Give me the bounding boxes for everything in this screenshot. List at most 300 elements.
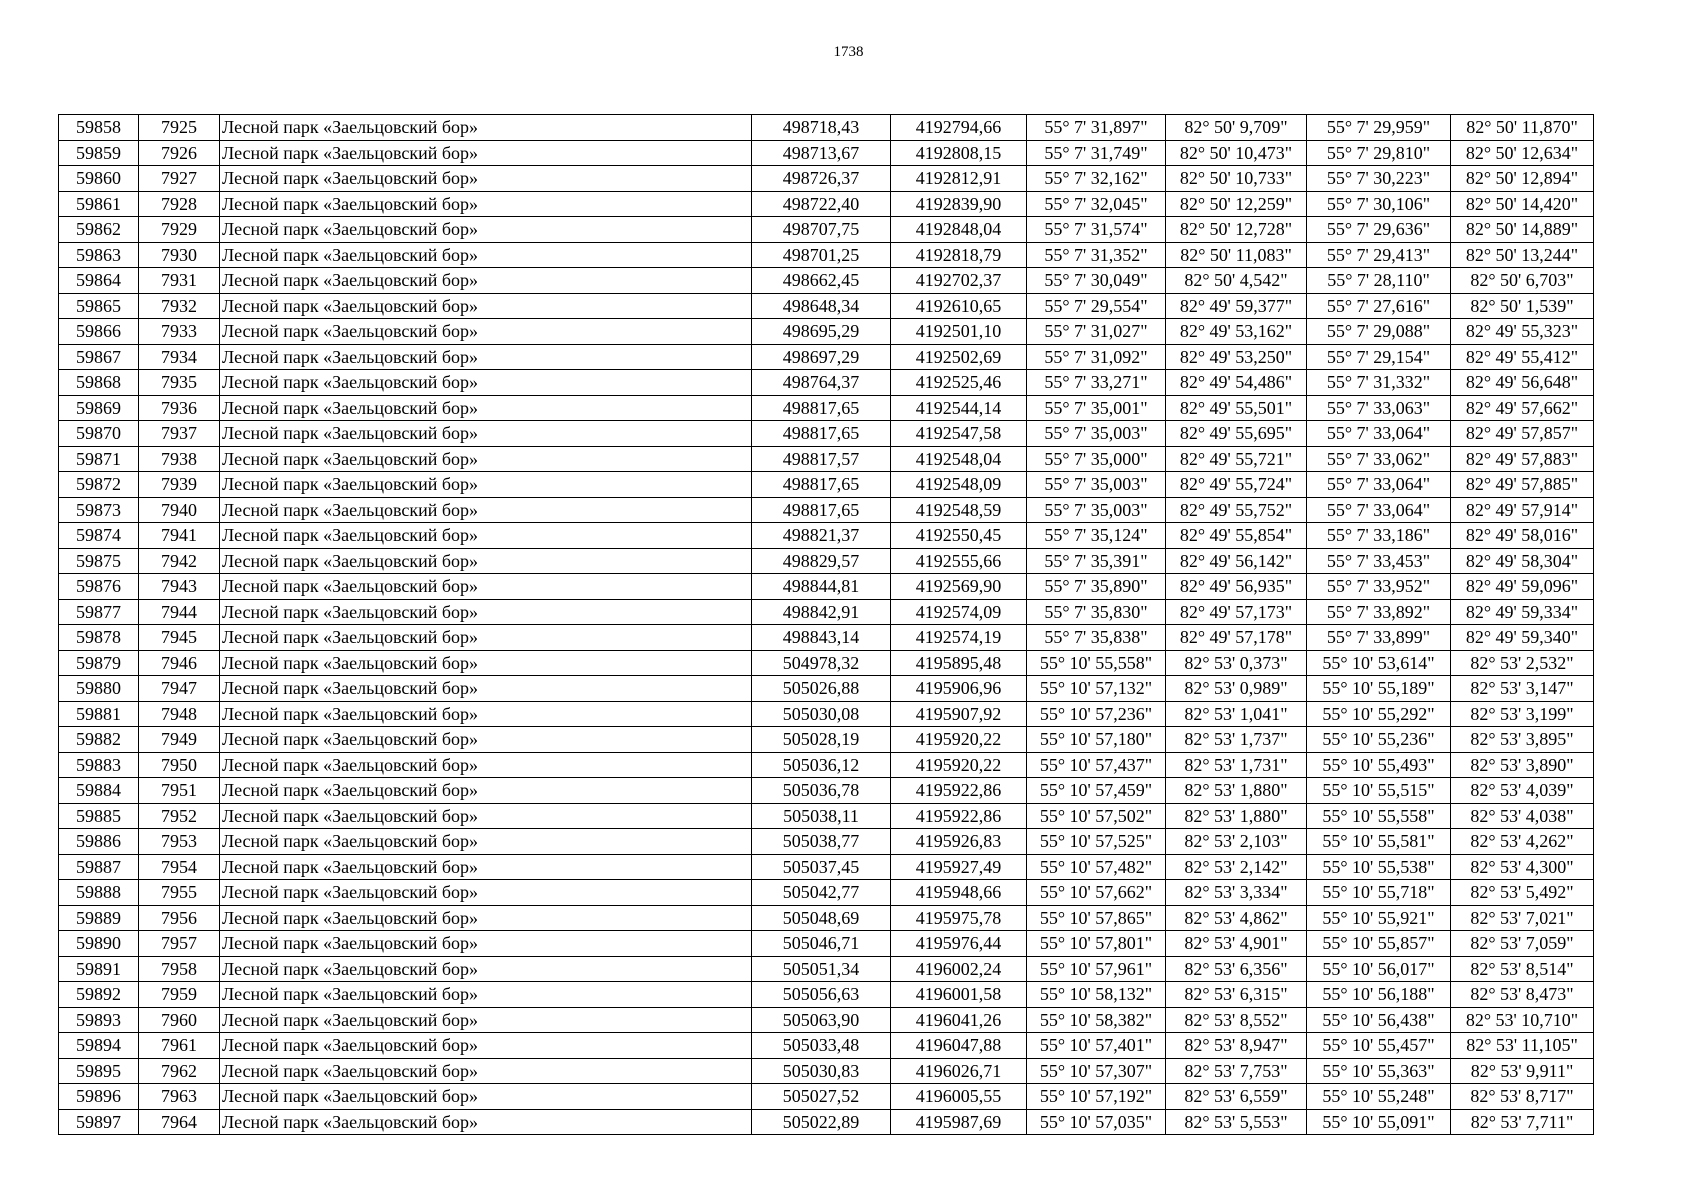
latitude-1-cell: 55° 10' 57,801" (1027, 931, 1166, 957)
row-id-cell: 59895 (59, 1058, 139, 1084)
row-id-cell: 59892 (59, 982, 139, 1008)
name-cell: Лесной парк «Заельцовский бор» (220, 421, 752, 447)
latitude-1-cell: 55° 10' 57,482" (1027, 854, 1166, 880)
x-coordinate-cell: 498844,81 (752, 574, 891, 600)
name-cell: Лесной парк «Заельцовский бор» (220, 344, 752, 370)
longitude-1-cell: 82° 53' 6,559" (1166, 1084, 1307, 1110)
longitude-2-cell: 82° 49' 58,016" (1451, 523, 1594, 549)
latitude-1-cell: 55° 10' 57,180" (1027, 727, 1166, 753)
row-id-cell: 59866 (59, 319, 139, 345)
table-row (59, 701, 1594, 727)
point-number-cell: 7939 (139, 472, 220, 498)
name-cell: Лесной парк «Заельцовский бор» (220, 676, 752, 702)
latitude-2-cell: 55° 10' 56,188" (1307, 982, 1451, 1008)
point-number-cell: 7935 (139, 370, 220, 396)
table-row (59, 803, 1594, 829)
y-coordinate-cell: 4195922,86 (891, 778, 1027, 804)
longitude-2-cell: 82° 50' 12,634" (1451, 140, 1594, 166)
table-row (59, 217, 1594, 243)
y-coordinate-cell: 4195920,22 (891, 727, 1027, 753)
name-cell: Лесной парк «Заельцовский бор» (220, 548, 752, 574)
y-coordinate-cell: 4195987,69 (891, 1109, 1027, 1135)
latitude-2-cell: 55° 7' 29,810" (1307, 140, 1451, 166)
longitude-2-cell: 82° 50' 14,420" (1451, 191, 1594, 217)
longitude-2-cell: 82° 50' 11,870" (1451, 115, 1594, 141)
name-cell: Лесной парк «Заельцовский бор» (220, 217, 752, 243)
longitude-1-cell: 82° 49' 53,250" (1166, 344, 1307, 370)
row-id-cell: 59882 (59, 727, 139, 753)
point-number-cell: 7946 (139, 650, 220, 676)
point-number-cell: 7943 (139, 574, 220, 600)
latitude-1-cell: 55° 10' 58,382" (1027, 1007, 1166, 1033)
name-cell: Лесной парк «Заельцовский бор» (220, 650, 752, 676)
row-id-cell: 59884 (59, 778, 139, 804)
table-row (59, 676, 1594, 702)
longitude-1-cell: 82° 53' 0,373" (1166, 650, 1307, 676)
y-coordinate-cell: 4192818,79 (891, 242, 1027, 268)
table-row (59, 166, 1594, 192)
point-number-cell: 7929 (139, 217, 220, 243)
table-row (59, 727, 1594, 753)
y-coordinate-cell: 4192502,69 (891, 344, 1027, 370)
row-id-cell: 59868 (59, 370, 139, 396)
name-cell: Лесной парк «Заельцовский бор» (220, 370, 752, 396)
x-coordinate-cell: 498713,67 (752, 140, 891, 166)
row-id-cell: 59881 (59, 701, 139, 727)
latitude-2-cell: 55° 10' 55,292" (1307, 701, 1451, 727)
longitude-2-cell: 82° 50' 13,244" (1451, 242, 1594, 268)
latitude-2-cell: 55° 7' 29,413" (1307, 242, 1451, 268)
row-id-cell: 59865 (59, 293, 139, 319)
table-row (59, 1007, 1594, 1033)
table-row (59, 778, 1594, 804)
x-coordinate-cell: 505033,48 (752, 1033, 891, 1059)
name-cell: Лесной парк «Заельцовский бор» (220, 956, 752, 982)
latitude-2-cell: 55° 10' 55,718" (1307, 880, 1451, 906)
y-coordinate-cell: 4195895,48 (891, 650, 1027, 676)
longitude-1-cell: 82° 53' 0,989" (1166, 676, 1307, 702)
name-cell: Лесной парк «Заельцовский бор» (220, 1084, 752, 1110)
y-coordinate-cell: 4192548,04 (891, 446, 1027, 472)
longitude-1-cell: 82° 53' 8,947" (1166, 1033, 1307, 1059)
name-cell: Лесной парк «Заельцовский бор» (220, 1109, 752, 1135)
name-cell: Лесной парк «Заельцовский бор» (220, 319, 752, 345)
table-row (59, 905, 1594, 931)
point-number-cell: 7951 (139, 778, 220, 804)
x-coordinate-cell: 504978,32 (752, 650, 891, 676)
longitude-2-cell: 82° 49' 57,885" (1451, 472, 1594, 498)
latitude-2-cell: 55° 7' 33,453" (1307, 548, 1451, 574)
table-row (59, 1109, 1594, 1135)
table-row (59, 1033, 1594, 1059)
longitude-2-cell: 82° 49' 56,648" (1451, 370, 1594, 396)
y-coordinate-cell: 4196041,26 (891, 1007, 1027, 1033)
longitude-1-cell: 82° 53' 1,880" (1166, 778, 1307, 804)
longitude-1-cell: 82° 49' 57,178" (1166, 625, 1307, 651)
row-id-cell: 59869 (59, 395, 139, 421)
latitude-2-cell: 55° 7' 30,223" (1307, 166, 1451, 192)
x-coordinate-cell: 505030,83 (752, 1058, 891, 1084)
table-row (59, 395, 1594, 421)
latitude-2-cell: 55° 10' 55,363" (1307, 1058, 1451, 1084)
y-coordinate-cell: 4192839,90 (891, 191, 1027, 217)
longitude-1-cell: 82° 53' 4,901" (1166, 931, 1307, 957)
name-cell: Лесной парк «Заельцовский бор» (220, 931, 752, 957)
x-coordinate-cell: 505051,34 (752, 956, 891, 982)
latitude-2-cell: 55° 7' 27,616" (1307, 293, 1451, 319)
row-id-cell: 59863 (59, 242, 139, 268)
row-id-cell: 59867 (59, 344, 139, 370)
x-coordinate-cell: 505038,77 (752, 829, 891, 855)
table-row (59, 854, 1594, 880)
longitude-2-cell: 82° 53' 3,890" (1451, 752, 1594, 778)
y-coordinate-cell: 4192547,58 (891, 421, 1027, 447)
latitude-1-cell: 55° 7' 33,271" (1027, 370, 1166, 396)
name-cell: Лесной парк «Заельцовский бор» (220, 905, 752, 931)
table-row (59, 242, 1594, 268)
row-id-cell: 59887 (59, 854, 139, 880)
latitude-1-cell: 55° 10' 57,035" (1027, 1109, 1166, 1135)
row-id-cell: 59862 (59, 217, 139, 243)
latitude-1-cell: 55° 10' 55,558" (1027, 650, 1166, 676)
longitude-2-cell: 82° 50' 1,539" (1451, 293, 1594, 319)
latitude-2-cell: 55° 7' 33,892" (1307, 599, 1451, 625)
latitude-2-cell: 55° 7' 31,332" (1307, 370, 1451, 396)
longitude-1-cell: 82° 50' 10,473" (1166, 140, 1307, 166)
y-coordinate-cell: 4192544,14 (891, 395, 1027, 421)
point-number-cell: 7962 (139, 1058, 220, 1084)
latitude-2-cell: 55° 10' 55,236" (1307, 727, 1451, 753)
longitude-2-cell: 82° 53' 10,710" (1451, 1007, 1594, 1033)
latitude-2-cell: 55° 10' 55,921" (1307, 905, 1451, 931)
longitude-1-cell: 82° 53' 1,737" (1166, 727, 1307, 753)
table-row (59, 319, 1594, 345)
x-coordinate-cell: 505037,45 (752, 854, 891, 880)
longitude-1-cell: 82° 50' 9,709" (1166, 115, 1307, 141)
longitude-1-cell: 82° 49' 56,142" (1166, 548, 1307, 574)
longitude-2-cell: 82° 49' 57,662" (1451, 395, 1594, 421)
latitude-1-cell: 55° 10' 57,132" (1027, 676, 1166, 702)
latitude-1-cell: 55° 7' 31,897" (1027, 115, 1166, 141)
x-coordinate-cell: 505030,08 (752, 701, 891, 727)
x-coordinate-cell: 505042,77 (752, 880, 891, 906)
latitude-2-cell: 55° 7' 29,959" (1307, 115, 1451, 141)
latitude-2-cell: 55° 10' 53,614" (1307, 650, 1451, 676)
longitude-1-cell: 82° 53' 5,553" (1166, 1109, 1307, 1135)
y-coordinate-cell: 4196005,55 (891, 1084, 1027, 1110)
name-cell: Лесной парк «Заельцовский бор» (220, 166, 752, 192)
latitude-2-cell: 55° 10' 55,091" (1307, 1109, 1451, 1135)
point-number-cell: 7959 (139, 982, 220, 1008)
table-row (59, 599, 1594, 625)
latitude-2-cell: 55° 10' 56,438" (1307, 1007, 1451, 1033)
latitude-2-cell: 55° 7' 33,064" (1307, 497, 1451, 523)
longitude-2-cell: 82° 49' 59,340" (1451, 625, 1594, 651)
longitude-1-cell: 82° 53' 1,041" (1166, 701, 1307, 727)
y-coordinate-cell: 4196001,58 (891, 982, 1027, 1008)
longitude-2-cell: 82° 53' 4,039" (1451, 778, 1594, 804)
x-coordinate-cell: 505028,19 (752, 727, 891, 753)
row-id-cell: 59888 (59, 880, 139, 906)
latitude-1-cell: 55° 7' 31,749" (1027, 140, 1166, 166)
point-number-cell: 7936 (139, 395, 220, 421)
row-id-cell: 59860 (59, 166, 139, 192)
point-number-cell: 7931 (139, 268, 220, 294)
longitude-1-cell: 82° 53' 6,356" (1166, 956, 1307, 982)
latitude-2-cell: 55° 7' 33,064" (1307, 421, 1451, 447)
name-cell: Лесной парк «Заельцовский бор» (220, 574, 752, 600)
name-cell: Лесной парк «Заельцовский бор» (220, 115, 752, 141)
row-id-cell: 59893 (59, 1007, 139, 1033)
longitude-1-cell: 82° 53' 1,880" (1166, 803, 1307, 829)
latitude-1-cell: 55° 7' 32,162" (1027, 166, 1166, 192)
point-number-cell: 7937 (139, 421, 220, 447)
longitude-1-cell: 82° 49' 55,721" (1166, 446, 1307, 472)
row-id-cell: 59879 (59, 650, 139, 676)
point-number-cell: 7950 (139, 752, 220, 778)
point-number-cell: 7927 (139, 166, 220, 192)
longitude-2-cell: 82° 53' 8,473" (1451, 982, 1594, 1008)
y-coordinate-cell: 4196002,24 (891, 956, 1027, 982)
row-id-cell: 59876 (59, 574, 139, 600)
latitude-1-cell: 55° 7' 29,554" (1027, 293, 1166, 319)
point-number-cell: 7949 (139, 727, 220, 753)
latitude-2-cell: 55° 7' 33,952" (1307, 574, 1451, 600)
point-number-cell: 7945 (139, 625, 220, 651)
longitude-2-cell: 82° 53' 4,262" (1451, 829, 1594, 855)
x-coordinate-cell: 498707,75 (752, 217, 891, 243)
longitude-1-cell: 82° 50' 12,259" (1166, 191, 1307, 217)
longitude-2-cell: 82° 53' 3,199" (1451, 701, 1594, 727)
point-number-cell: 7953 (139, 829, 220, 855)
y-coordinate-cell: 4192574,09 (891, 599, 1027, 625)
table-row (59, 752, 1594, 778)
latitude-1-cell: 55° 7' 32,045" (1027, 191, 1166, 217)
longitude-1-cell: 82° 49' 55,752" (1166, 497, 1307, 523)
row-id-cell: 59871 (59, 446, 139, 472)
longitude-2-cell: 82° 53' 11,105" (1451, 1033, 1594, 1059)
table-row (59, 574, 1594, 600)
page-number: 1738 (833, 44, 864, 60)
x-coordinate-cell: 498817,65 (752, 395, 891, 421)
latitude-2-cell: 55° 10' 55,515" (1307, 778, 1451, 804)
point-number-cell: 7930 (139, 242, 220, 268)
point-number-cell: 7933 (139, 319, 220, 345)
y-coordinate-cell: 4192812,91 (891, 166, 1027, 192)
point-number-cell: 7948 (139, 701, 220, 727)
point-number-cell: 7956 (139, 905, 220, 931)
row-id-cell: 59896 (59, 1084, 139, 1110)
y-coordinate-cell: 4195927,49 (891, 854, 1027, 880)
longitude-1-cell: 82° 49' 54,486" (1166, 370, 1307, 396)
latitude-2-cell: 55° 7' 29,154" (1307, 344, 1451, 370)
row-id-cell: 59878 (59, 625, 139, 651)
longitude-2-cell: 82° 53' 8,717" (1451, 1084, 1594, 1110)
x-coordinate-cell: 505038,11 (752, 803, 891, 829)
longitude-1-cell: 82° 53' 3,334" (1166, 880, 1307, 906)
longitude-1-cell: 82° 50' 11,083" (1166, 242, 1307, 268)
point-number-cell: 7961 (139, 1033, 220, 1059)
x-coordinate-cell: 498764,37 (752, 370, 891, 396)
name-cell: Лесной парк «Заельцовский бор» (220, 1033, 752, 1059)
longitude-1-cell: 82° 49' 57,173" (1166, 599, 1307, 625)
longitude-2-cell: 82° 53' 5,492" (1451, 880, 1594, 906)
y-coordinate-cell: 4192550,45 (891, 523, 1027, 549)
y-coordinate-cell: 4192569,90 (891, 574, 1027, 600)
latitude-1-cell: 55° 7' 35,000" (1027, 446, 1166, 472)
x-coordinate-cell: 498695,29 (752, 319, 891, 345)
longitude-1-cell: 82° 50' 12,728" (1166, 217, 1307, 243)
longitude-2-cell: 82° 53' 7,059" (1451, 931, 1594, 957)
longitude-2-cell: 82° 49' 55,323" (1451, 319, 1594, 345)
name-cell: Лесной парк «Заельцовский бор» (220, 778, 752, 804)
latitude-2-cell: 55° 7' 33,186" (1307, 523, 1451, 549)
row-id-cell: 59877 (59, 599, 139, 625)
row-id-cell: 59872 (59, 472, 139, 498)
y-coordinate-cell: 4195906,96 (891, 676, 1027, 702)
latitude-1-cell: 55° 7' 35,003" (1027, 497, 1166, 523)
latitude-1-cell: 55° 10' 57,525" (1027, 829, 1166, 855)
latitude-2-cell: 55° 7' 30,106" (1307, 191, 1451, 217)
coordinates-table (58, 114, 1594, 1135)
table-row (59, 880, 1594, 906)
y-coordinate-cell: 4192555,66 (891, 548, 1027, 574)
name-cell: Лесной парк «Заельцовский бор» (220, 268, 752, 294)
y-coordinate-cell: 4192848,04 (891, 217, 1027, 243)
table-row (59, 370, 1594, 396)
x-coordinate-cell: 498817,65 (752, 497, 891, 523)
point-number-cell: 7954 (139, 854, 220, 880)
name-cell: Лесной парк «Заельцовский бор» (220, 625, 752, 651)
y-coordinate-cell: 4195922,86 (891, 803, 1027, 829)
point-number-cell: 7925 (139, 115, 220, 141)
longitude-1-cell: 82° 49' 55,724" (1166, 472, 1307, 498)
y-coordinate-cell: 4195975,78 (891, 905, 1027, 931)
latitude-2-cell: 55° 7' 33,062" (1307, 446, 1451, 472)
point-number-cell: 7958 (139, 956, 220, 982)
name-cell: Лесной парк «Заельцовский бор» (220, 1007, 752, 1033)
y-coordinate-cell: 4192548,59 (891, 497, 1027, 523)
table-row (59, 293, 1594, 319)
row-id-cell: 59873 (59, 497, 139, 523)
latitude-1-cell: 55° 7' 35,124" (1027, 523, 1166, 549)
latitude-2-cell: 55° 7' 33,064" (1307, 472, 1451, 498)
name-cell: Лесной парк «Заельцовский бор» (220, 446, 752, 472)
row-id-cell: 59889 (59, 905, 139, 931)
longitude-1-cell: 82° 49' 56,935" (1166, 574, 1307, 600)
x-coordinate-cell: 498817,57 (752, 446, 891, 472)
latitude-1-cell: 55° 10' 57,961" (1027, 956, 1166, 982)
point-number-cell: 7947 (139, 676, 220, 702)
table-row (59, 1058, 1594, 1084)
table-row (59, 344, 1594, 370)
latitude-1-cell: 55° 10' 58,132" (1027, 982, 1166, 1008)
latitude-1-cell: 55° 7' 35,001" (1027, 395, 1166, 421)
longitude-1-cell: 82° 53' 1,731" (1166, 752, 1307, 778)
longitude-1-cell: 82° 50' 10,733" (1166, 166, 1307, 192)
name-cell: Лесной парк «Заельцовский бор» (220, 191, 752, 217)
longitude-2-cell: 82° 53' 3,895" (1451, 727, 1594, 753)
x-coordinate-cell: 498842,91 (752, 599, 891, 625)
point-number-cell: 7964 (139, 1109, 220, 1135)
y-coordinate-cell: 4195907,92 (891, 701, 1027, 727)
longitude-2-cell: 82° 49' 55,412" (1451, 344, 1594, 370)
name-cell: Лесной парк «Заельцовский бор» (220, 497, 752, 523)
y-coordinate-cell: 4196026,71 (891, 1058, 1027, 1084)
table-row (59, 268, 1594, 294)
latitude-1-cell: 55° 10' 57,459" (1027, 778, 1166, 804)
y-coordinate-cell: 4196047,88 (891, 1033, 1027, 1059)
y-coordinate-cell: 4195920,22 (891, 752, 1027, 778)
row-id-cell: 59886 (59, 829, 139, 855)
latitude-1-cell: 55° 7' 31,092" (1027, 344, 1166, 370)
latitude-2-cell: 55° 7' 29,088" (1307, 319, 1451, 345)
row-id-cell: 59875 (59, 548, 139, 574)
longitude-2-cell: 82° 49' 57,914" (1451, 497, 1594, 523)
latitude-1-cell: 55° 7' 35,830" (1027, 599, 1166, 625)
longitude-2-cell: 82° 49' 57,857" (1451, 421, 1594, 447)
x-coordinate-cell: 505063,90 (752, 1007, 891, 1033)
x-coordinate-cell: 505048,69 (752, 905, 891, 931)
name-cell: Лесной парк «Заельцовский бор» (220, 293, 752, 319)
row-id-cell: 59883 (59, 752, 139, 778)
latitude-1-cell: 55° 7' 31,027" (1027, 319, 1166, 345)
latitude-1-cell: 55° 10' 57,307" (1027, 1058, 1166, 1084)
latitude-2-cell: 55° 7' 28,110" (1307, 268, 1451, 294)
name-cell: Лесной парк «Заельцовский бор» (220, 472, 752, 498)
table-body (59, 115, 1594, 1135)
longitude-1-cell: 82° 50' 4,542" (1166, 268, 1307, 294)
row-id-cell: 59894 (59, 1033, 139, 1059)
longitude-1-cell: 82° 53' 7,753" (1166, 1058, 1307, 1084)
x-coordinate-cell: 505056,63 (752, 982, 891, 1008)
table-row (59, 523, 1594, 549)
table-row (59, 1084, 1594, 1110)
x-coordinate-cell: 505046,71 (752, 931, 891, 957)
latitude-1-cell: 55° 10' 57,236" (1027, 701, 1166, 727)
row-id-cell: 59864 (59, 268, 139, 294)
table-row (59, 956, 1594, 982)
latitude-1-cell: 55° 7' 35,003" (1027, 421, 1166, 447)
latitude-2-cell: 55° 10' 55,457" (1307, 1033, 1451, 1059)
point-number-cell: 7944 (139, 599, 220, 625)
y-coordinate-cell: 4192610,65 (891, 293, 1027, 319)
table-row (59, 931, 1594, 957)
name-cell: Лесной парк «Заельцовский бор» (220, 599, 752, 625)
latitude-1-cell: 55° 10' 57,502" (1027, 803, 1166, 829)
row-id-cell: 59874 (59, 523, 139, 549)
name-cell: Лесной парк «Заельцовский бор» (220, 140, 752, 166)
latitude-1-cell: 55° 10' 57,437" (1027, 752, 1166, 778)
x-coordinate-cell: 498701,25 (752, 242, 891, 268)
latitude-1-cell: 55° 10' 57,192" (1027, 1084, 1166, 1110)
point-number-cell: 7957 (139, 931, 220, 957)
name-cell: Лесной парк «Заельцовский бор» (220, 1058, 752, 1084)
longitude-2-cell: 82° 49' 59,096" (1451, 574, 1594, 600)
longitude-2-cell: 82° 49' 58,304" (1451, 548, 1594, 574)
table-row (59, 446, 1594, 472)
row-id-cell: 59880 (59, 676, 139, 702)
name-cell: Лесной парк «Заельцовский бор» (220, 523, 752, 549)
table-row (59, 548, 1594, 574)
x-coordinate-cell: 505036,12 (752, 752, 891, 778)
y-coordinate-cell: 4192702,37 (891, 268, 1027, 294)
point-number-cell: 7960 (139, 1007, 220, 1033)
row-id-cell: 59890 (59, 931, 139, 957)
name-cell: Лесной парк «Заельцовский бор» (220, 803, 752, 829)
y-coordinate-cell: 4195926,83 (891, 829, 1027, 855)
table-row (59, 115, 1594, 141)
